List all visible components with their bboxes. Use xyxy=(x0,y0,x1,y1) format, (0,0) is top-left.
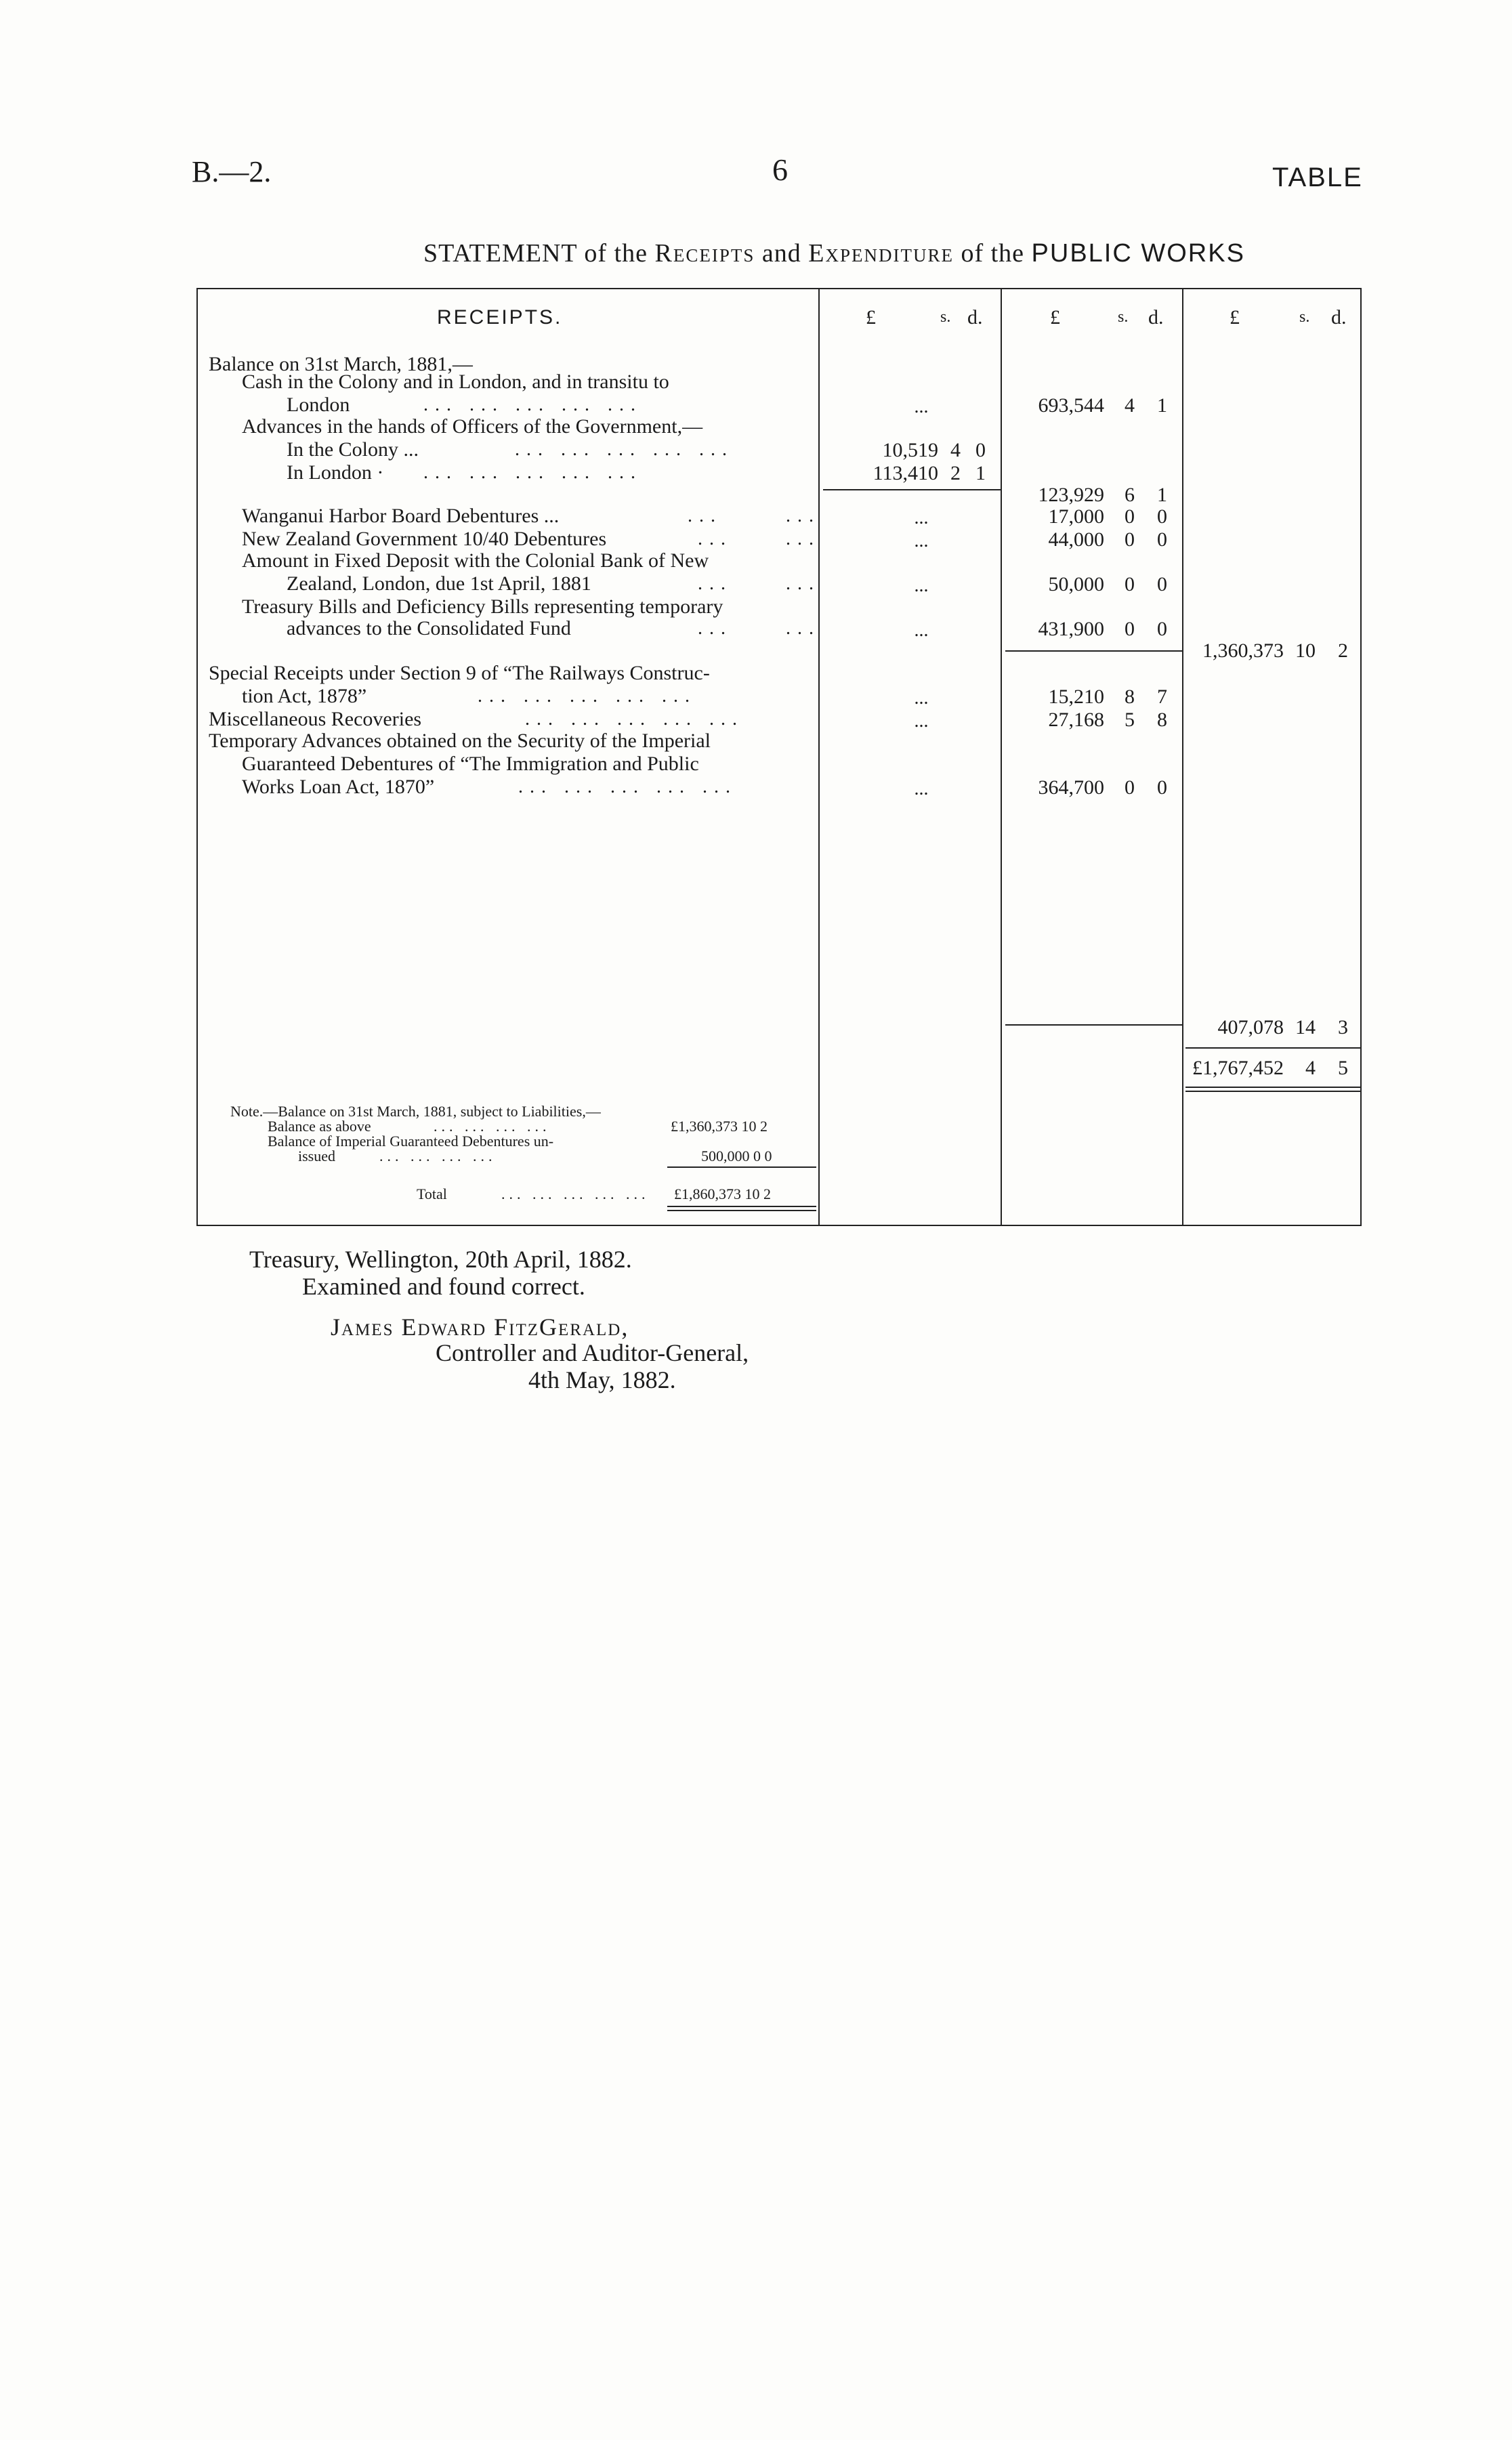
column-2-total-rule xyxy=(1005,1024,1182,1026)
column-rule-3 xyxy=(1182,288,1183,1226)
wanganui-label: Wanganui Harbor Board Debentures ... xyxy=(242,505,560,527)
title-part-4: Expenditure xyxy=(808,239,954,268)
nz-gov-c2-s: 0 xyxy=(1125,528,1135,551)
in-london-c1-pounds: 113,410 xyxy=(873,462,938,484)
in-colony-label: In the Colony ... xyxy=(287,438,419,461)
fixed-c2-s: 0 xyxy=(1125,573,1135,595)
treasury-c2-s: 0 xyxy=(1125,618,1135,640)
leader-dots: ... ... ... ... ... xyxy=(525,709,744,730)
leader-dots: ... xyxy=(698,573,732,594)
advances-heading: Advances in the hands of Officers of the Government,— xyxy=(242,415,703,438)
note-leader-dots: ... ... ... ... xyxy=(379,1148,497,1164)
fixed-line-2: Zealand, London, due 1st April, 1881 xyxy=(287,572,591,595)
balance-total-c3-pounds: 1,360,373 xyxy=(1202,639,1284,662)
nz-gov-c2-pounds: 44,000 xyxy=(1048,528,1104,551)
table-top-rule xyxy=(196,288,1362,289)
note-line-3: Balance of Imperial Guaranteed Debentures un- xyxy=(268,1133,554,1150)
fixed-c2-d: 0 xyxy=(1157,573,1167,595)
in-london-c1-s: 2 xyxy=(950,462,961,484)
note-line-2-amount: £1,360,373 10 2 xyxy=(671,1118,768,1135)
misc-col1-ellipsis: ... xyxy=(914,711,929,732)
in-colony-c1-s: 4 xyxy=(950,439,961,461)
in-london-c1-d: 1 xyxy=(975,462,986,484)
temp-c2-d: 0 xyxy=(1157,776,1167,799)
advances-sum-c2-d: 1 xyxy=(1157,484,1167,506)
note-line-4-amount: 500,000 0 0 xyxy=(701,1148,772,1164)
temp-c2-pounds: 364,700 xyxy=(1038,776,1104,799)
in-colony-c1-pounds: 10,519 xyxy=(882,439,938,461)
page-number: 6 xyxy=(772,152,788,187)
cash-line-1: Cash in the Colony and in London, and in transitu to xyxy=(242,371,669,393)
title-part-6: PUBLIC WORKS xyxy=(1031,239,1245,268)
grand-total-c3-s: 4 xyxy=(1305,1057,1316,1079)
wanganui-col1-ellipsis: ... xyxy=(914,507,929,528)
title-part-2: Receipts xyxy=(654,239,755,268)
table-bottom-rule xyxy=(196,1225,1362,1226)
treasury-col1-ellipsis: ... xyxy=(914,620,929,641)
treasury-c2-d: 0 xyxy=(1157,618,1167,640)
grand-total-rule-bottom-2 xyxy=(1185,1091,1360,1092)
col3-s-head: s. xyxy=(1299,308,1310,326)
leader-dots: ... ... ... ... ... xyxy=(518,776,737,797)
balance-total-c3-d: 2 xyxy=(1338,639,1348,662)
footer-date: 4th May, 1882. xyxy=(528,1366,676,1393)
balance-heading: Balance on 31st March, 1881,— xyxy=(209,353,473,375)
receipts-heading: RECEIPTS. xyxy=(437,306,563,329)
leader-dots: ... xyxy=(688,505,722,526)
balance-sum-rule xyxy=(1005,650,1182,652)
header-right-label: TABLE xyxy=(1272,163,1363,192)
treasury-line-1: Treasury Bills and Deficiency Bills representing temporary xyxy=(242,595,723,618)
note-total-rule-bottom-1 xyxy=(667,1206,816,1207)
nz-gov-c2-d: 0 xyxy=(1157,528,1167,551)
footer-examined: Examined and found correct. xyxy=(302,1273,585,1300)
temp-col1-ellipsis: ... xyxy=(914,778,929,799)
grand-total-rule-top xyxy=(1185,1047,1360,1049)
leader-dots: ... ... ... ... ... xyxy=(478,686,696,707)
misc-label: Miscellaneous Recoveries xyxy=(209,708,422,730)
leader-dots: ... ... ... ... ... xyxy=(423,462,642,483)
misc-c2-pounds: 27,168 xyxy=(1048,709,1104,731)
note-leader-dots: ... ... ... ... xyxy=(434,1118,551,1135)
fixed-line-1: Amount in Fixed Deposit with the Colonial Bank of New xyxy=(242,549,709,572)
special-line-1: Special Receipts under Section 9 of “The Railways Construc- xyxy=(209,662,710,684)
note-line-2: Balance as above xyxy=(268,1118,371,1135)
leader-dots: ... xyxy=(786,573,820,594)
grand-total-c3-pounds: £1,767,452 xyxy=(1192,1057,1284,1079)
col1-pound-head: £ xyxy=(866,306,876,329)
leader-dots: ... xyxy=(698,528,732,549)
note-line-1: Note.—Balance on 31st March, 1881, subject to Liabilities,— xyxy=(230,1103,601,1120)
footer-place-date: Treasury, Wellington, 20th April, 1882. xyxy=(249,1246,632,1273)
col2-d-head: d. xyxy=(1148,306,1164,329)
temp-line-1: Temporary Advances obtained on the Security of the Imperial xyxy=(209,730,711,752)
special-line-2: tion Act, 1878” xyxy=(242,685,367,707)
col2-s-head: s. xyxy=(1118,308,1129,326)
nz-gov-label: New Zealand Government 10/40 Debentures xyxy=(242,528,607,550)
subtotal-c3-pounds: 407,078 xyxy=(1217,1016,1284,1038)
subtotal-c3-d: 3 xyxy=(1338,1016,1348,1038)
misc-c2-d: 8 xyxy=(1157,709,1167,731)
misc-c2-s: 5 xyxy=(1125,709,1135,731)
note-total-amount: £1,860,373 10 2 xyxy=(674,1185,771,1202)
special-c2-s: 8 xyxy=(1125,686,1135,708)
column-rule-1 xyxy=(818,288,820,1226)
note-total-label: Total xyxy=(417,1185,447,1202)
fixed-c2-pounds: 50,000 xyxy=(1048,573,1104,595)
grand-total-rule-bottom-1 xyxy=(1185,1087,1360,1088)
special-c2-pounds: 15,210 xyxy=(1048,686,1104,708)
title-part-5: of the xyxy=(953,239,1032,268)
treasury-line-2: advances to the Consolidated Fund xyxy=(287,617,571,639)
col2-pound-head: £ xyxy=(1050,306,1060,329)
cash-c2-d: 1 xyxy=(1157,394,1167,417)
nz-gov-col1-ellipsis: ... xyxy=(914,530,929,551)
leader-dots: ... ... ... ... ... xyxy=(423,394,642,415)
temp-line-3: Works Loan Act, 1870” xyxy=(242,776,435,798)
cash-line-2: London xyxy=(287,394,350,416)
temp-c2-s: 0 xyxy=(1125,776,1135,799)
column-rule-2 xyxy=(1001,288,1002,1226)
treasury-c2-pounds: 431,900 xyxy=(1038,618,1104,640)
col3-d-head: d. xyxy=(1331,306,1347,329)
in-london-label: In London · xyxy=(287,461,384,484)
document-code: B.—2. xyxy=(192,155,272,188)
wanganui-c2-pounds: 17,000 xyxy=(1048,505,1104,528)
footer-signatory: James Edward FitzGerald, xyxy=(331,1313,629,1341)
col1-s-head: s. xyxy=(940,308,951,326)
advances-sum-c2-s: 6 xyxy=(1125,484,1135,506)
in-colony-c1-d: 0 xyxy=(975,439,986,461)
note-line-4: issued xyxy=(298,1148,335,1164)
fixed-col1-ellipsis: ... xyxy=(914,575,929,596)
col3-pound-head: £ xyxy=(1230,306,1240,329)
note-total-rule xyxy=(667,1166,816,1168)
wanganui-c2-s: 0 xyxy=(1125,505,1135,528)
leader-dots: ... xyxy=(698,618,732,639)
special-col1-ellipsis: ... xyxy=(914,688,929,709)
leader-dots: ... xyxy=(786,618,820,639)
subtotal-rule xyxy=(823,489,1001,490)
cash-c2-s: 4 xyxy=(1125,394,1135,417)
table-left-rule xyxy=(196,288,198,1226)
leader-dots: ... xyxy=(786,528,820,549)
table-right-rule xyxy=(1360,288,1362,1226)
cash-c2-pounds: 693,544 xyxy=(1038,394,1104,417)
leader-dots: ... xyxy=(786,505,820,526)
col1-d-head: d. xyxy=(967,306,983,329)
statement-title xyxy=(423,238,1245,268)
special-c2-d: 7 xyxy=(1157,686,1167,708)
cash-col1-ellipsis: ... xyxy=(914,396,929,417)
wanganui-c2-d: 0 xyxy=(1157,505,1167,528)
advances-sum-c2-pounds: 123,929 xyxy=(1038,484,1104,506)
subtotal-c3-s: 14 xyxy=(1295,1016,1316,1038)
note-total-rule-bottom-2 xyxy=(667,1210,816,1211)
footer-role: Controller and Auditor-General, xyxy=(436,1339,749,1366)
title-part-1: STATEMENT of the xyxy=(423,239,655,268)
temp-line-2: Guaranteed Debentures of “The Immigration and Public xyxy=(242,753,699,775)
grand-total-c3-d: 5 xyxy=(1338,1057,1348,1079)
balance-total-c3-s: 10 xyxy=(1295,639,1316,662)
note-leader-dots: ... ... ... ... ... xyxy=(501,1185,650,1202)
leader-dots: ... ... ... ... ... xyxy=(515,439,734,460)
title-part-3: and xyxy=(755,239,809,268)
